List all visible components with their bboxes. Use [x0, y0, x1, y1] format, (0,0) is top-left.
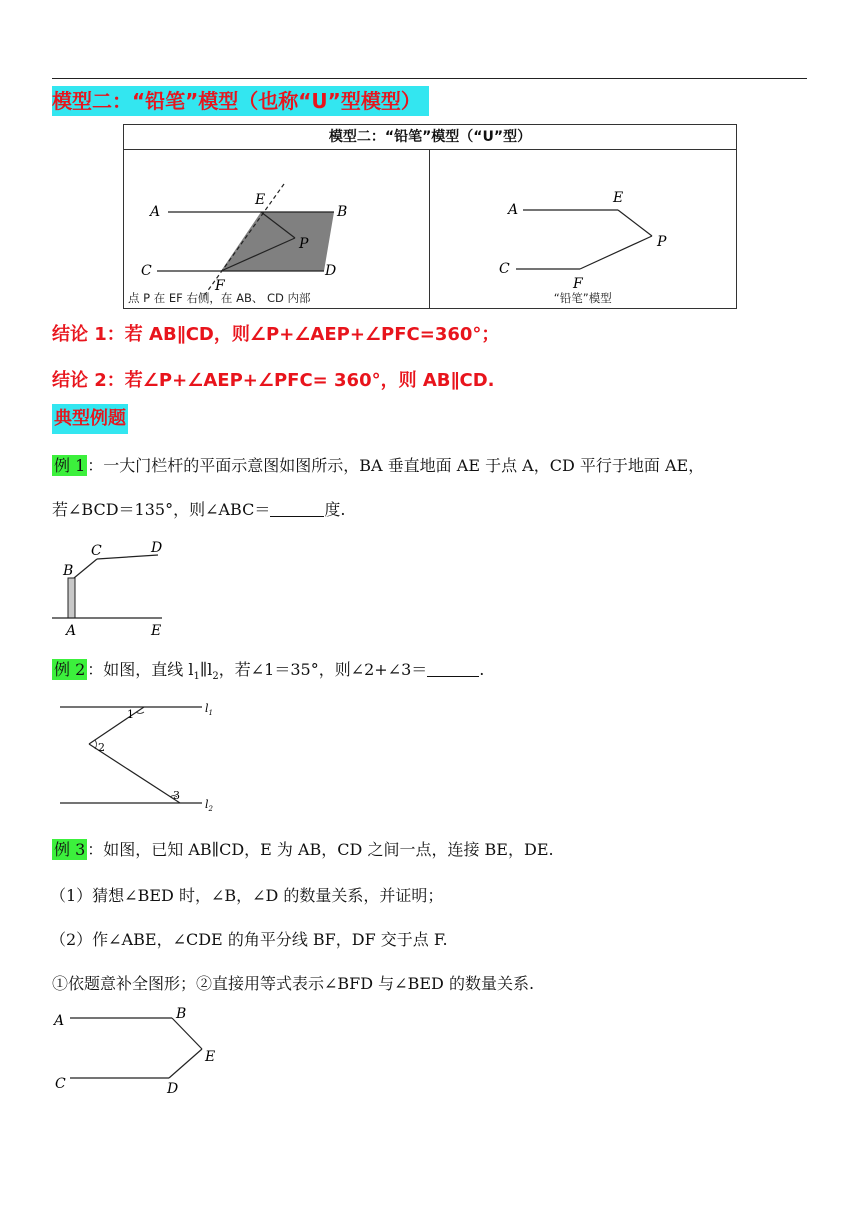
label-p: P [299, 236, 309, 252]
post [68, 578, 75, 618]
example3-q3: ①依题意补全图形；②直接用等式表示∠BFD 与∠BED 的数量关系. [52, 974, 535, 993]
label-a: A [150, 204, 161, 220]
label-l1: $l_1$ [205, 702, 213, 717]
example1-line2 [52, 498, 345, 522]
label-angle1: 1 [127, 708, 134, 721]
line-cd [97, 555, 158, 559]
label-d: D [325, 263, 337, 279]
example1-text2: 若∠BCD＝135°，则∠ABC＝ [52, 500, 271, 519]
left-caption: 点 P 在 EF 右侧，在 AB、 CD 内部 [128, 291, 311, 305]
example2-line [52, 658, 484, 689]
label-c: C [55, 1076, 66, 1092]
conclusion-2: 结论 2：若∠P+∠AEP+∠PFC= 360°，则 AB∥CD. [52, 370, 495, 391]
right-figure [430, 150, 738, 308]
example2-text1: ：如图，直线 l [87, 660, 194, 679]
left-figure [124, 150, 430, 308]
line-ed [169, 1049, 202, 1078]
conclusion-1: 结论 1：若 AB∥CD，则∠P+∠AEP+∠PFC=360°； [52, 324, 500, 345]
model-table-header: 模型二：“铅笔”模型（“U”型） [124, 125, 737, 150]
example3-q1: （1）猜想∠BED 时，∠B，∠D 的数量关系，并证明； [50, 886, 444, 905]
left-figure-cell [124, 150, 429, 308]
example2-blank [427, 660, 479, 677]
label-c: C [141, 263, 152, 279]
line-ep [618, 210, 652, 236]
example1-text3: 度. [324, 500, 346, 519]
label-f: F [572, 276, 583, 292]
example2-mid: ∥l [199, 660, 213, 679]
example3-line1 [52, 838, 554, 862]
line-pf [580, 236, 652, 269]
example2-end: . [479, 660, 485, 679]
section-title: 模型二：“铅笔”模型（也称“U”型模型） [52, 86, 429, 116]
label-e: E [255, 192, 266, 208]
example3-figure [52, 1006, 232, 1096]
example2-sub2: 2 [212, 671, 219, 683]
example2-tag: 例 2 [54, 660, 86, 679]
example2-sub1: 1 [193, 671, 200, 683]
right-figure-cell [430, 150, 737, 308]
label-angle2: 2 [98, 741, 105, 754]
label-angle3: 3 [173, 789, 180, 802]
label-b: B [337, 204, 348, 220]
example1-tag: 例 1 [54, 456, 86, 475]
example3-text1: ：如图，已知 AB∥CD，E 为 AB，CD 之间一点，连接 BE，DE. [87, 840, 554, 859]
model-table [123, 124, 737, 309]
example1-text1: ：一大门栏杆的平面示意图如图所示，BA 垂直地面 AE 于点 A，CD 平行于地面 AE， [87, 456, 705, 475]
label-e: E [151, 623, 162, 638]
label-p: P [656, 234, 666, 250]
example1-line1 [52, 454, 704, 478]
label-a: A [54, 1013, 65, 1029]
label-c: C [498, 261, 510, 277]
line-be [172, 1018, 202, 1049]
label-c: C [91, 543, 102, 559]
label-a: A [66, 623, 77, 638]
example1-figure [52, 538, 172, 638]
label-a: A [507, 202, 518, 218]
label-l2: $l_2$ [205, 798, 213, 813]
label-b: B [63, 563, 74, 579]
examples-title: 典型例题 [52, 404, 128, 434]
example1-blank [270, 500, 324, 517]
segment-1 [89, 707, 144, 744]
label-f: F [215, 278, 225, 294]
example3-q2: （2）作∠ABE，∠CDE 的角平分线 BF，DF 交于点 F. [50, 930, 448, 949]
line-bc [74, 559, 97, 578]
example2-figure [52, 698, 232, 818]
label-d: D [167, 1081, 179, 1096]
label-b: B [176, 1006, 187, 1022]
example3-tag: 例 3 [54, 840, 86, 859]
label-d: D [151, 540, 163, 556]
label-e: E [205, 1049, 216, 1065]
label-e: E [612, 190, 623, 206]
example2-text2: ，若∠1＝35°，则∠2+∠3＝ [218, 660, 428, 679]
right-caption: “铅笔”模型 [553, 291, 612, 305]
top-rule [52, 78, 807, 79]
